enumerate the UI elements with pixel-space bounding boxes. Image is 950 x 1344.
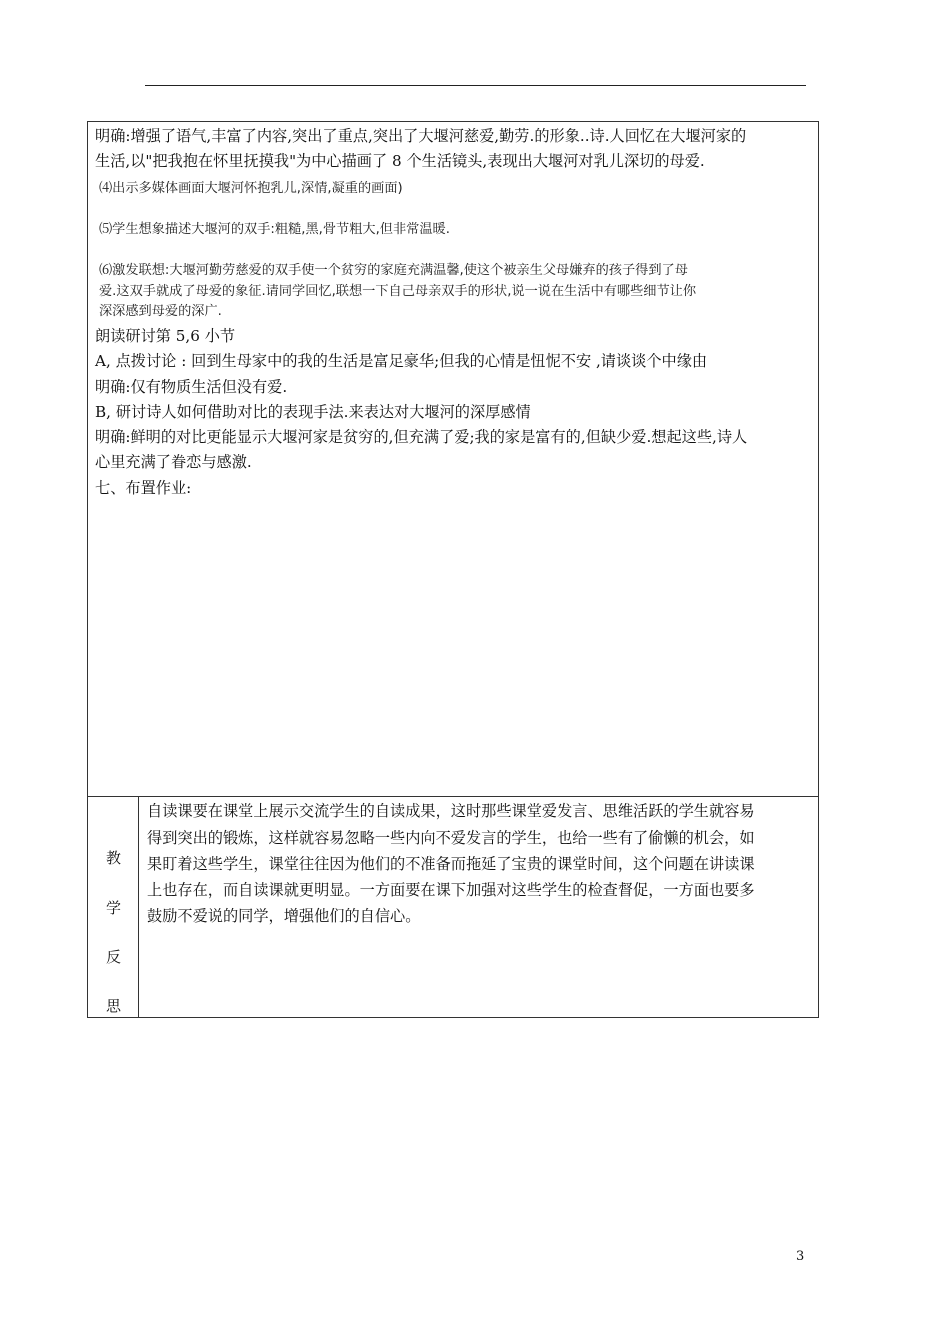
reflection-label-char: 思 (105, 997, 121, 1015)
text-line-7: 深深感到母爱的深广. (99, 304, 222, 319)
reflection-label-column (88, 797, 139, 1017)
reflection-line-2: 得到突出的锻炼，这样就容易忽略一些内向不爱发言的学生，也给一些有了偷懒的机会，如 (147, 829, 755, 847)
reflection-line-3: 果盯着这些学生，课堂往往因为他们的不准备而拖延了宝贵的课堂时间，这个问题在讲读课 (147, 855, 755, 873)
reflection-label-char: 反 (105, 948, 121, 966)
text-line-12: 明确:鲜明的对比更能显示大堰河家是贫穷的,但充满了爱;我的家是富有的,但缺少爱.想起这些,诗人 (95, 428, 748, 446)
text-line-14: 七、布置作业: (95, 479, 192, 497)
text-line-3: ⑷出示多媒体画面大堰河怀抱乳儿,深情,凝重的画面) (99, 181, 403, 196)
reflection-line-5: 鼓励不爱说的同学，增强他们的自信心。 (147, 907, 421, 925)
reflection-line-1: 自读课要在课堂上展示交流学生的自读成果，这时那些课堂爱发言、思维活跃的学生就容易 (147, 802, 755, 820)
reflection-label-char: 学 (105, 899, 121, 917)
header-rule (145, 85, 806, 86)
reflection-label-char: 教 (105, 849, 121, 867)
text-line-10: 明确:仅有物质生活但没有爱. (95, 378, 288, 396)
text-line-11: B, 研讨诗人如何借助对比的表现手法.来表达对大堰河的深厚感情 (95, 403, 531, 421)
text-line-8: 朗读研讨第 5,6 小节 (95, 327, 236, 345)
reflection-line-4: 上也存在，而自读课就更明显。一方面要在课下加强对这些学生的检查督促，一方面也要多 (147, 881, 755, 899)
text-line-2: 生活,以"把我抱在怀里抚摸我"为中心描画了 8 个生活镜头,表现出大堰河对乳儿深切的母爱. (95, 152, 705, 170)
text-line-4: ⑸学生想象描述大堰河的双手:粗糙,黑,骨节粗大,但非常温暖. (99, 222, 450, 237)
text-line-9: A, 点拨讨论 : 回到生母家中的我的生活是富足豪华;但我的心情是忸怩不安 ,请谈谈个中缘由 (95, 352, 708, 370)
text-line-6: 爱.这双手就成了母爱的象征.请同学回忆,联想一下自己母亲双手的形状,说一说在生活中有哪些细节让你 (99, 284, 697, 299)
text-line-13: 心里充满了眷恋与感激. (95, 453, 252, 471)
page-number: 3 (796, 1249, 805, 1264)
text-line-1: 明确:增强了语气,丰富了内容,突出了重点,突出了大堰河慈爱,勤劳.的形象..诗.人回忆在大堰河家的 (95, 127, 747, 145)
text-line-5: ⑹激发联想:大堰河勤劳慈爱的双手使一个贫穷的家庭充满温馨,使这个被亲生父母嫌弃的孩子得到了母 (99, 263, 688, 278)
